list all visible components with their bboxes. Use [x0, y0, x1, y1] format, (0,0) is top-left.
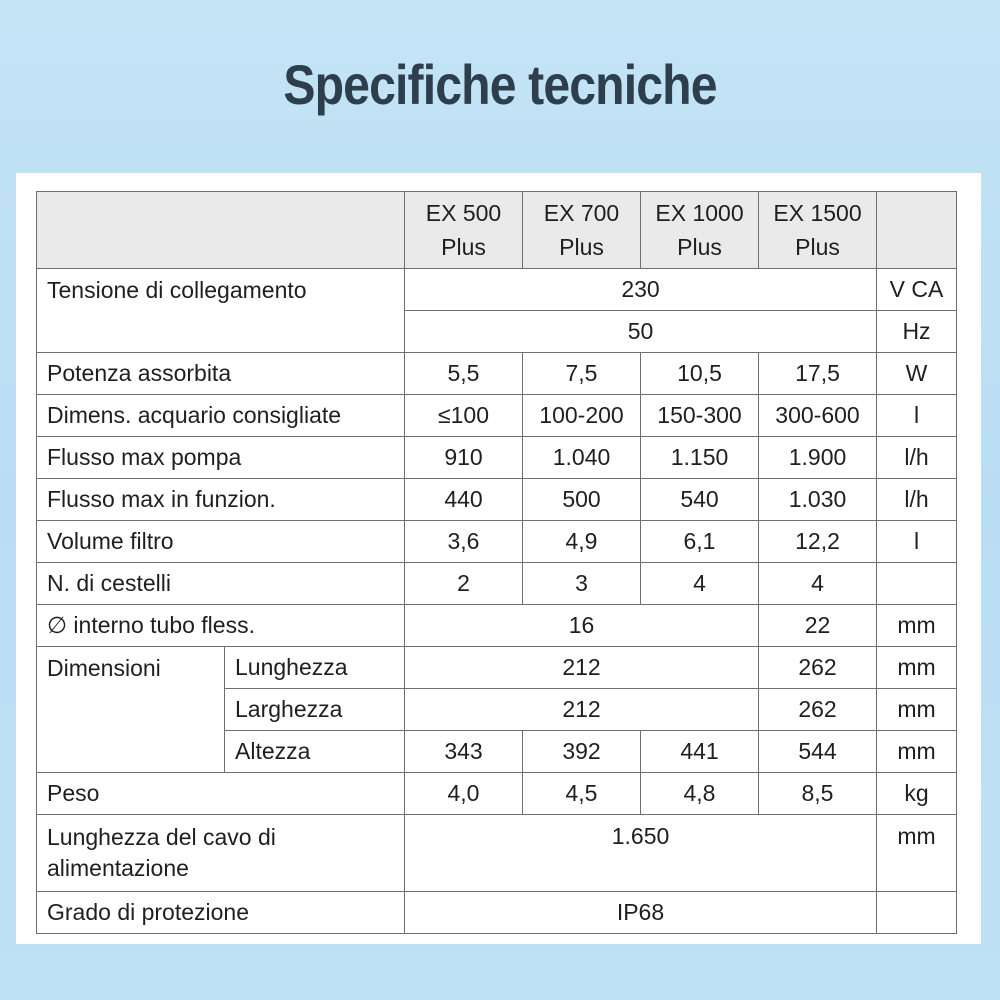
value-cell: 4: [759, 563, 877, 605]
label-cestelli: N. di cestelli: [37, 563, 405, 605]
value-cell: 3,6: [405, 521, 523, 563]
unit-cell: kg: [877, 773, 957, 815]
value-cell: ≤100: [405, 395, 523, 437]
unit-cell: mm: [877, 647, 957, 689]
value-cell: 300-600: [759, 395, 877, 437]
value-cell: 540: [641, 479, 759, 521]
value-cavo: 1.650: [405, 815, 877, 892]
page-title: Specifiche tecniche: [283, 53, 717, 116]
unit-cell: mm: [877, 815, 957, 892]
value-cell: 10,5: [641, 353, 759, 395]
unit-tensione: V CA: [877, 269, 957, 311]
value-cell: 12,2: [759, 521, 877, 563]
label-peso: Peso: [37, 773, 405, 815]
value-tensione: 230: [405, 269, 877, 311]
value-cell: 4,8: [641, 773, 759, 815]
row-flusso-funzion: [37, 479, 957, 521]
label-tensione: Tensione di collegamento: [37, 269, 405, 353]
value-cell: 392: [523, 731, 641, 773]
value-cell: 544: [759, 731, 877, 773]
value-frequenza: 50: [405, 311, 877, 353]
value-cell: 150-300: [641, 395, 759, 437]
value-cell: 343: [405, 731, 523, 773]
label-dimensioni: Dimensioni: [37, 647, 225, 773]
unit-cell: mm: [877, 731, 957, 773]
unit-cell: mm: [877, 689, 957, 731]
value-tubo-small: 16: [405, 605, 759, 647]
row-peso: [37, 773, 957, 815]
row-tensione: [37, 269, 957, 311]
unit-cell: l: [877, 395, 957, 437]
value-cell: 5,5: [405, 353, 523, 395]
unit-frequenza: Hz: [877, 311, 957, 353]
label-cavo: Lunghezza del cavo di alimentazione: [37, 815, 405, 892]
spec-table: [36, 191, 957, 934]
value-larghezza-small: 212: [405, 689, 759, 731]
row-cavo: [37, 815, 957, 892]
value-cell: 910: [405, 437, 523, 479]
value-cell: 440: [405, 479, 523, 521]
row-lunghezza: [37, 647, 957, 689]
unit-cell: mm: [877, 605, 957, 647]
header-empty-cell: [37, 192, 405, 269]
value-cell: 4,0: [405, 773, 523, 815]
label-flusso-funzion: Flusso max in funzion.: [37, 479, 405, 521]
value-larghezza-large: 262: [759, 689, 877, 731]
value-cell: 2: [405, 563, 523, 605]
value-protezione: IP68: [405, 892, 877, 934]
value-cell: 500: [523, 479, 641, 521]
unit-cell: l: [877, 521, 957, 563]
value-cell: 1.030: [759, 479, 877, 521]
value-cell: 6,1: [641, 521, 759, 563]
label-acquario: Dimens. acquario consigliate: [37, 395, 405, 437]
value-cell: 1.900: [759, 437, 877, 479]
label-protezione: Grado di protezione: [37, 892, 405, 934]
row-protezione: [37, 892, 957, 934]
row-volume: [37, 521, 957, 563]
header-model-ex700: EX 700 Plus: [523, 192, 641, 269]
row-cestelli: [37, 563, 957, 605]
header-row: [37, 192, 957, 269]
row-acquario: [37, 395, 957, 437]
value-cell: 100-200: [523, 395, 641, 437]
label-larghezza: Larghezza: [225, 689, 405, 731]
label-altezza: Altezza: [225, 731, 405, 773]
value-cell: 1.040: [523, 437, 641, 479]
spec-panel: [16, 173, 981, 944]
label-flusso-pompa: Flusso max pompa: [37, 437, 405, 479]
value-cell: 4,9: [523, 521, 641, 563]
label-tubo: ∅ interno tubo fless.: [37, 605, 405, 647]
header-model-ex500: EX 500 Plus: [405, 192, 523, 269]
value-cell: 4,5: [523, 773, 641, 815]
unit-cell: [877, 892, 957, 934]
value-cell: 4: [641, 563, 759, 605]
value-cell: 3: [523, 563, 641, 605]
unit-cell: l/h: [877, 437, 957, 479]
row-flusso-pompa: [37, 437, 957, 479]
unit-cell: W: [877, 353, 957, 395]
value-cell: 7,5: [523, 353, 641, 395]
value-lunghezza-large: 262: [759, 647, 877, 689]
value-cell: 8,5: [759, 773, 877, 815]
value-cell: 17,5: [759, 353, 877, 395]
label-potenza: Potenza assorbita: [37, 353, 405, 395]
unit-cell: [877, 563, 957, 605]
row-tubo: [37, 605, 957, 647]
unit-cell: l/h: [877, 479, 957, 521]
label-lunghezza: Lunghezza: [225, 647, 405, 689]
header-model-ex1000: EX 1000 Plus: [641, 192, 759, 269]
header-model-ex1500: EX 1500 Plus: [759, 192, 877, 269]
value-cell: 1.150: [641, 437, 759, 479]
value-cell: 441: [641, 731, 759, 773]
label-volume: Volume filtro: [37, 521, 405, 563]
value-lunghezza-small: 212: [405, 647, 759, 689]
header-unit-cell: [877, 192, 957, 269]
row-potenza: [37, 353, 957, 395]
value-tubo-large: 22: [759, 605, 877, 647]
